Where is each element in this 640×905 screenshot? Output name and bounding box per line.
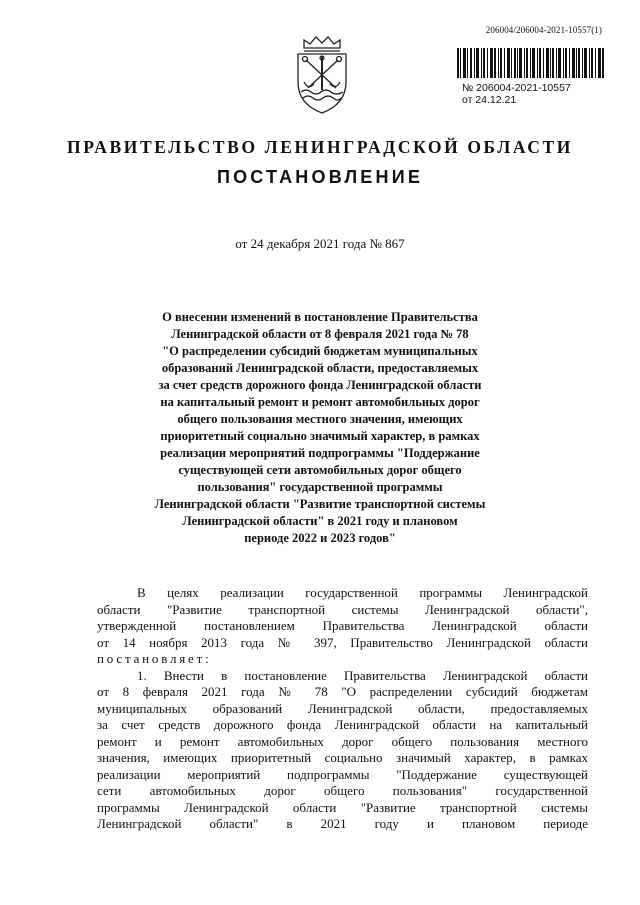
subject-line: Ленинградской области" в 2021 году и плановом — [182, 514, 458, 528]
subject-line: на капитальный ремонт и ремонт автомобильных дорог — [160, 395, 480, 409]
document-subject — [0, 309, 640, 547]
body-line: от 8 февраля 2021 года № 78 "О распределении субсидий бюджетам — [97, 684, 588, 699]
body-line: 1. Внести в постановление Правительства Ленинградской области — [137, 667, 588, 683]
subject-line: за счет средств дорожного фонда Ленинградской области — [158, 378, 482, 392]
subject-line: реализации мероприятий подпрограммы "Поддержание — [160, 446, 480, 460]
registration-number-line: № 206004-2021-10557 — [462, 82, 571, 94]
registration-code: 206004/206004-2021-10557(1) — [485, 25, 602, 35]
subject-line: существующей сети автомобильных дорог общего — [178, 463, 462, 477]
body-line: Ленинградской области" в 2021 году и плановом периоде — [97, 816, 588, 831]
subject-line: Ленинградской области "Развитие транспортной системы — [154, 497, 486, 511]
document-body — [97, 585, 588, 833]
body-line: В целях реализации государственной программы Ленинградской — [137, 585, 588, 600]
barcode-icon — [457, 48, 605, 78]
body-line: от 14 ноября 2013 года № 397, Правительство Ленинградской области — [97, 634, 588, 650]
subject-line: пользования" государственной программы — [197, 480, 443, 494]
body-line: значения, имеющих приоритетный социально значимый характер, в рамках — [97, 750, 588, 765]
document-type-title: ПОСТАНОВЛЕНИЕ — [216, 167, 424, 187]
subject-line: О внесении изменений в постановление Правительства — [162, 310, 478, 324]
subject-line: Ленинградской области от 8 февраля 2021 года № 78 — [171, 327, 469, 341]
subject-line: приоритетный социально значимый характер, в рамках — [160, 429, 480, 443]
subject-line: образований Ленинградской области, предоставляемых — [161, 361, 479, 375]
government-title: ПРАВИТЕЛЬСТВО ЛЕНИНГРАДСКОЙ ОБЛАСТИ — [66, 137, 574, 157]
coat-of-arms-icon — [290, 34, 354, 116]
body-line: реализации мероприятий подпрограммы "Поддержание существующей — [97, 766, 588, 782]
registration-number — [462, 82, 571, 106]
subject-line: периоде 2022 и 2023 годов" — [244, 531, 396, 545]
body-line: области "Развитие транспортной системы Ленинградской области", — [97, 601, 588, 617]
body-line: ремонт и ремонт автомобильных дорог общего пользования местного — [97, 733, 588, 749]
body-line: за счет средств дорожного фонда Ленинградской области на капитальный — [97, 717, 588, 732]
body-line: программы Ленинградской области "Развитие транспортной системы — [97, 799, 588, 815]
body-line: муниципальных образований Ленинградской области, предоставляемых — [97, 700, 588, 716]
registration-date-line: от 24.12.21 — [462, 94, 517, 106]
subject-line: общего пользования местного значения, имеющих — [177, 412, 463, 426]
body-line: утвержденной постановлением Правительства Ленинградской области — [97, 618, 588, 633]
document-date-number: от 24 декабря 2021 года № 867 — [235, 236, 405, 251]
subject-line: "О распределении субсидий бюджетам муниципальных — [162, 344, 478, 358]
body-line: постановляет: — [97, 651, 212, 666]
body-line: сети автомобильных дорог общего пользования" государственной — [97, 783, 588, 798]
